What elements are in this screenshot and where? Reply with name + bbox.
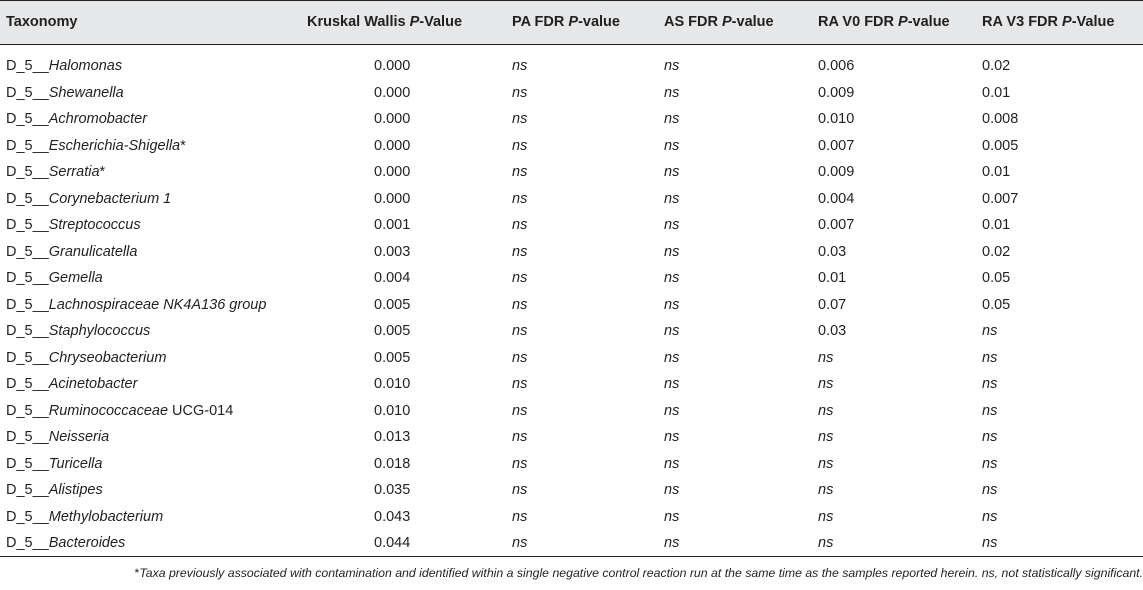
as-fdr-cell: ns [664, 270, 680, 286]
table-row [0, 159, 1143, 186]
ra-v0-fdr-cell: 0.01 [818, 270, 847, 286]
as-fdr-cell: ns [664, 137, 680, 154]
ra-v3-fdr-cell: 0.005 [982, 137, 1019, 154]
table-row [0, 424, 1143, 451]
footnote-marker: * [134, 566, 140, 580]
taxonomy-cell [6, 318, 150, 345]
ra-v0-fdr-cell: 0.03 [818, 323, 847, 339]
ra-v3-fdr-cell: ns [982, 508, 998, 525]
taxonomy-cell [6, 133, 186, 160]
ra-v0-fdr-cell: ns [818, 349, 834, 366]
table-row [0, 265, 1143, 292]
taxonomy-genus: Streptococcus [48, 217, 141, 233]
taxonomy-cell [6, 292, 266, 319]
taxonomy-prefix: D_5__ [6, 137, 49, 154]
taxonomy-cell [6, 159, 105, 186]
taxonomy-genus: Staphylococcus [48, 323, 151, 339]
ra-v3-fdr-cell: 0.01 [982, 164, 1011, 180]
table-footnote [0, 566, 1143, 580]
taxonomy-prefix: D_5__ [6, 190, 49, 207]
header-bottom-rule [0, 44, 1143, 45]
as-fdr-cell: ns [664, 349, 680, 366]
taxonomy-cell [6, 451, 102, 478]
ra-v3-fdr-cell: 0.05 [982, 296, 1011, 313]
taxonomy-genus: Lachnospiraceae NK4A136 group [48, 296, 267, 313]
kruskal-wallis-cell: 0.013 [374, 429, 411, 445]
ra-v3-fdr-cell: 0.02 [982, 243, 1011, 260]
as-fdr-cell: ns [664, 217, 680, 233]
kruskal-wallis-cell: 0.035 [374, 482, 411, 498]
ra-v3-fdr-cell: 0.008 [982, 111, 1019, 127]
taxonomy-prefix: D_5__ [6, 508, 49, 525]
pa-fdr-cell: ns [512, 429, 528, 445]
table-row [0, 212, 1143, 239]
table-row [0, 53, 1143, 80]
taxonomy-prefix: D_5__ [6, 270, 49, 286]
as-fdr-cell: ns [664, 429, 680, 445]
taxonomy-extra: UCG-014 [168, 402, 234, 419]
taxonomy-prefix: D_5__ [6, 429, 49, 445]
kruskal-wallis-cell: 0.000 [374, 84, 411, 101]
as-fdr-cell: ns [664, 508, 680, 525]
taxonomy-extra: * [180, 137, 186, 154]
kruskal-wallis-cell: 0.005 [374, 323, 411, 339]
pa-fdr-cell: ns [512, 137, 528, 154]
ra-v0-fdr-cell: 0.07 [818, 296, 847, 313]
pa-fdr-cell: ns [512, 376, 528, 392]
as-fdr-cell: ns [664, 402, 680, 419]
taxonomy-cell [6, 504, 163, 531]
ra-v0-fdr-cell: 0.009 [818, 84, 855, 101]
table-row [0, 133, 1143, 160]
ra-v0-fdr-cell: ns [818, 508, 834, 525]
ra-v3-fdr-cell: 0.01 [982, 84, 1011, 101]
taxonomy-prefix: D_5__ [6, 349, 49, 366]
ra-v0-fdr-cell: 0.004 [818, 190, 855, 207]
table-row [0, 398, 1143, 425]
pa-fdr-cell: ns [512, 323, 528, 339]
kruskal-wallis-cell: 0.010 [374, 402, 411, 419]
footnote-text: Taxa previously associated with contamination and identified within a single negative control reaction run at the same time as the samples reported herein. ns, not statistically significant. [139, 566, 1143, 580]
pa-fdr-cell: ns [512, 508, 528, 525]
pa-fdr-cell: ns [512, 58, 528, 74]
pa-fdr-cell: ns [512, 535, 528, 551]
taxonomy-genus: Neisseria [48, 429, 110, 445]
taxonomy-cell [6, 186, 171, 213]
pa-fdr-cell: ns [512, 455, 528, 472]
ra-v0-fdr-cell: 0.006 [818, 58, 855, 74]
taxonomy-cell [6, 53, 122, 80]
taxonomy-prefix: D_5__ [6, 111, 49, 127]
taxonomy-cell [6, 371, 137, 398]
taxonomy-genus: Achromobacter [48, 111, 148, 127]
taxonomy-cell [6, 212, 141, 239]
as-fdr-cell: ns [664, 111, 680, 127]
taxonomy-genus: Granulicatella [48, 243, 138, 260]
as-fdr-cell: ns [664, 323, 680, 339]
table-bottom-rule [0, 556, 1143, 557]
taxonomy-prefix: D_5__ [6, 455, 49, 472]
taxonomy-genus: Shewanella [48, 84, 124, 101]
taxonomy-genus: Gemella [48, 270, 103, 286]
pa-fdr-cell: ns [512, 84, 528, 101]
ra-v3-fdr-cell: ns [982, 376, 998, 392]
table-row [0, 504, 1143, 531]
ra-v0-fdr-cell: 0.03 [818, 243, 847, 260]
table-row [0, 345, 1143, 372]
pa-fdr-cell: ns [512, 270, 528, 286]
taxonomy-genus: Alistipes [48, 482, 103, 498]
taxonomy-prefix: D_5__ [6, 535, 49, 551]
table-row [0, 318, 1143, 345]
taxonomy-genus: Corynebacterium 1 [48, 190, 172, 207]
taxonomy-cell [6, 477, 103, 504]
taxonomy-genus: Turicella [48, 455, 103, 472]
pa-fdr-cell: ns [512, 349, 528, 366]
taxonomy-prefix: D_5__ [6, 323, 49, 339]
as-fdr-cell: ns [664, 84, 680, 101]
pa-fdr-cell: ns [512, 111, 528, 127]
taxonomy-genus: Serratia [48, 164, 100, 180]
ra-v3-fdr-cell: ns [982, 323, 998, 339]
as-fdr-cell: ns [664, 243, 680, 260]
taxonomy-prefix: D_5__ [6, 243, 49, 260]
ra-v3-fdr-cell: ns [982, 455, 998, 472]
taxonomy-genus: Ruminococcaceae [48, 402, 169, 419]
pa-fdr-cell: ns [512, 296, 528, 313]
kruskal-wallis-cell: 0.018 [374, 455, 411, 472]
table-row [0, 186, 1143, 213]
ra-v0-fdr-cell: ns [818, 429, 834, 445]
taxonomy-cell [6, 424, 109, 451]
taxonomy-cell [6, 265, 103, 292]
kruskal-wallis-cell: 0.010 [374, 376, 411, 392]
kruskal-wallis-cell: 0.000 [374, 137, 411, 154]
ra-v0-fdr-cell: ns [818, 376, 834, 392]
as-fdr-cell: ns [664, 535, 680, 551]
as-fdr-cell: ns [664, 58, 680, 74]
ra-v3-fdr-cell: 0.007 [982, 190, 1019, 207]
ra-v3-fdr-cell: ns [982, 429, 998, 445]
taxonomy-cell [6, 530, 125, 557]
table-row [0, 530, 1143, 557]
taxonomy-genus: Chryseobacterium [48, 349, 167, 366]
ra-v3-fdr-cell: ns [982, 349, 998, 366]
ra-v3-fdr-cell: ns [982, 535, 998, 551]
taxonomy-cell [6, 398, 233, 425]
header-ra-v3-fdr: RA V3 FDR P-Value [982, 14, 1115, 30]
table-row [0, 451, 1143, 478]
taxonomy-cell [6, 80, 124, 107]
ra-v3-fdr-cell: 0.01 [982, 217, 1011, 233]
kruskal-wallis-cell: 0.044 [374, 535, 411, 551]
ra-v3-fdr-cell: 0.02 [982, 58, 1011, 74]
kruskal-wallis-cell: 0.000 [374, 58, 411, 74]
table-row [0, 106, 1143, 133]
ra-v0-fdr-cell: ns [818, 535, 834, 551]
table-row [0, 477, 1143, 504]
ra-v0-fdr-cell: 0.007 [818, 217, 855, 233]
as-fdr-cell: ns [664, 190, 680, 207]
ra-v3-fdr-cell: 0.05 [982, 270, 1011, 286]
as-fdr-cell: ns [664, 296, 680, 313]
taxonomy-cell [6, 239, 137, 266]
taxonomy-extra: * [99, 164, 106, 180]
ra-v3-fdr-cell: ns [982, 482, 998, 498]
ra-v0-fdr-cell: 0.010 [818, 111, 855, 127]
pa-fdr-cell: ns [512, 482, 528, 498]
taxonomy-genus: Methylobacterium [48, 508, 164, 525]
ra-v3-fdr-cell: ns [982, 402, 998, 419]
taxonomy-genus: Acinetobacter [48, 376, 138, 392]
header-kruskal-wallis: Kruskal Wallis P-Value [307, 14, 463, 30]
as-fdr-cell: ns [664, 455, 680, 472]
pa-fdr-cell: ns [512, 402, 528, 419]
table-row [0, 371, 1143, 398]
header-pa-fdr: PA FDR P-value [512, 14, 620, 30]
taxonomy-prefix: D_5__ [6, 296, 49, 313]
ra-v0-fdr-cell: ns [818, 482, 834, 498]
kruskal-wallis-cell: 0.005 [374, 349, 411, 366]
as-fdr-cell: ns [664, 482, 680, 498]
kruskal-wallis-cell: 0.000 [374, 190, 411, 207]
kruskal-wallis-cell: 0.000 [374, 164, 411, 180]
taxonomy-prefix: D_5__ [6, 58, 49, 74]
kruskal-wallis-cell: 0.000 [374, 111, 411, 127]
ra-v0-fdr-cell: 0.007 [818, 137, 855, 154]
as-fdr-cell: ns [664, 164, 680, 180]
kruskal-wallis-cell: 0.043 [374, 508, 411, 525]
table-row [0, 80, 1143, 107]
taxonomy-genus: Bacteroides [48, 535, 126, 551]
taxonomy-prefix: D_5__ [6, 482, 49, 498]
taxonomy-prefix: D_5__ [6, 84, 49, 101]
taxonomy-cell [6, 106, 147, 133]
pa-fdr-cell: ns [512, 190, 528, 207]
as-fdr-cell: ns [664, 376, 680, 392]
ra-v0-fdr-cell: ns [818, 455, 834, 472]
pa-fdr-cell: ns [512, 243, 528, 260]
taxonomy-genus: Escherichia-Shigella [48, 137, 181, 154]
table-row [0, 292, 1143, 319]
pa-fdr-cell: ns [512, 164, 528, 180]
taxonomy-cell [6, 345, 166, 372]
table-row [0, 239, 1143, 266]
pa-fdr-cell: ns [512, 217, 528, 233]
kruskal-wallis-cell: 0.005 [374, 296, 411, 313]
taxonomy-prefix: D_5__ [6, 376, 49, 392]
taxonomy-genus: Halomonas [48, 58, 123, 74]
taxonomy-prefix: D_5__ [6, 402, 49, 419]
taxonomy-prefix: D_5__ [6, 164, 49, 180]
kruskal-wallis-cell: 0.004 [374, 270, 411, 286]
taxonomy-prefix: D_5__ [6, 217, 49, 233]
kruskal-wallis-cell: 0.001 [374, 217, 411, 233]
kruskal-wallis-cell: 0.003 [374, 243, 411, 260]
ra-v0-fdr-cell: ns [818, 402, 834, 419]
header-ra-v0-fdr: RA V0 FDR P-value [818, 14, 950, 30]
ra-v0-fdr-cell: 0.009 [818, 164, 855, 180]
header-as-fdr: AS FDR P-value [664, 14, 774, 30]
header-taxonomy: Taxonomy [6, 14, 78, 30]
